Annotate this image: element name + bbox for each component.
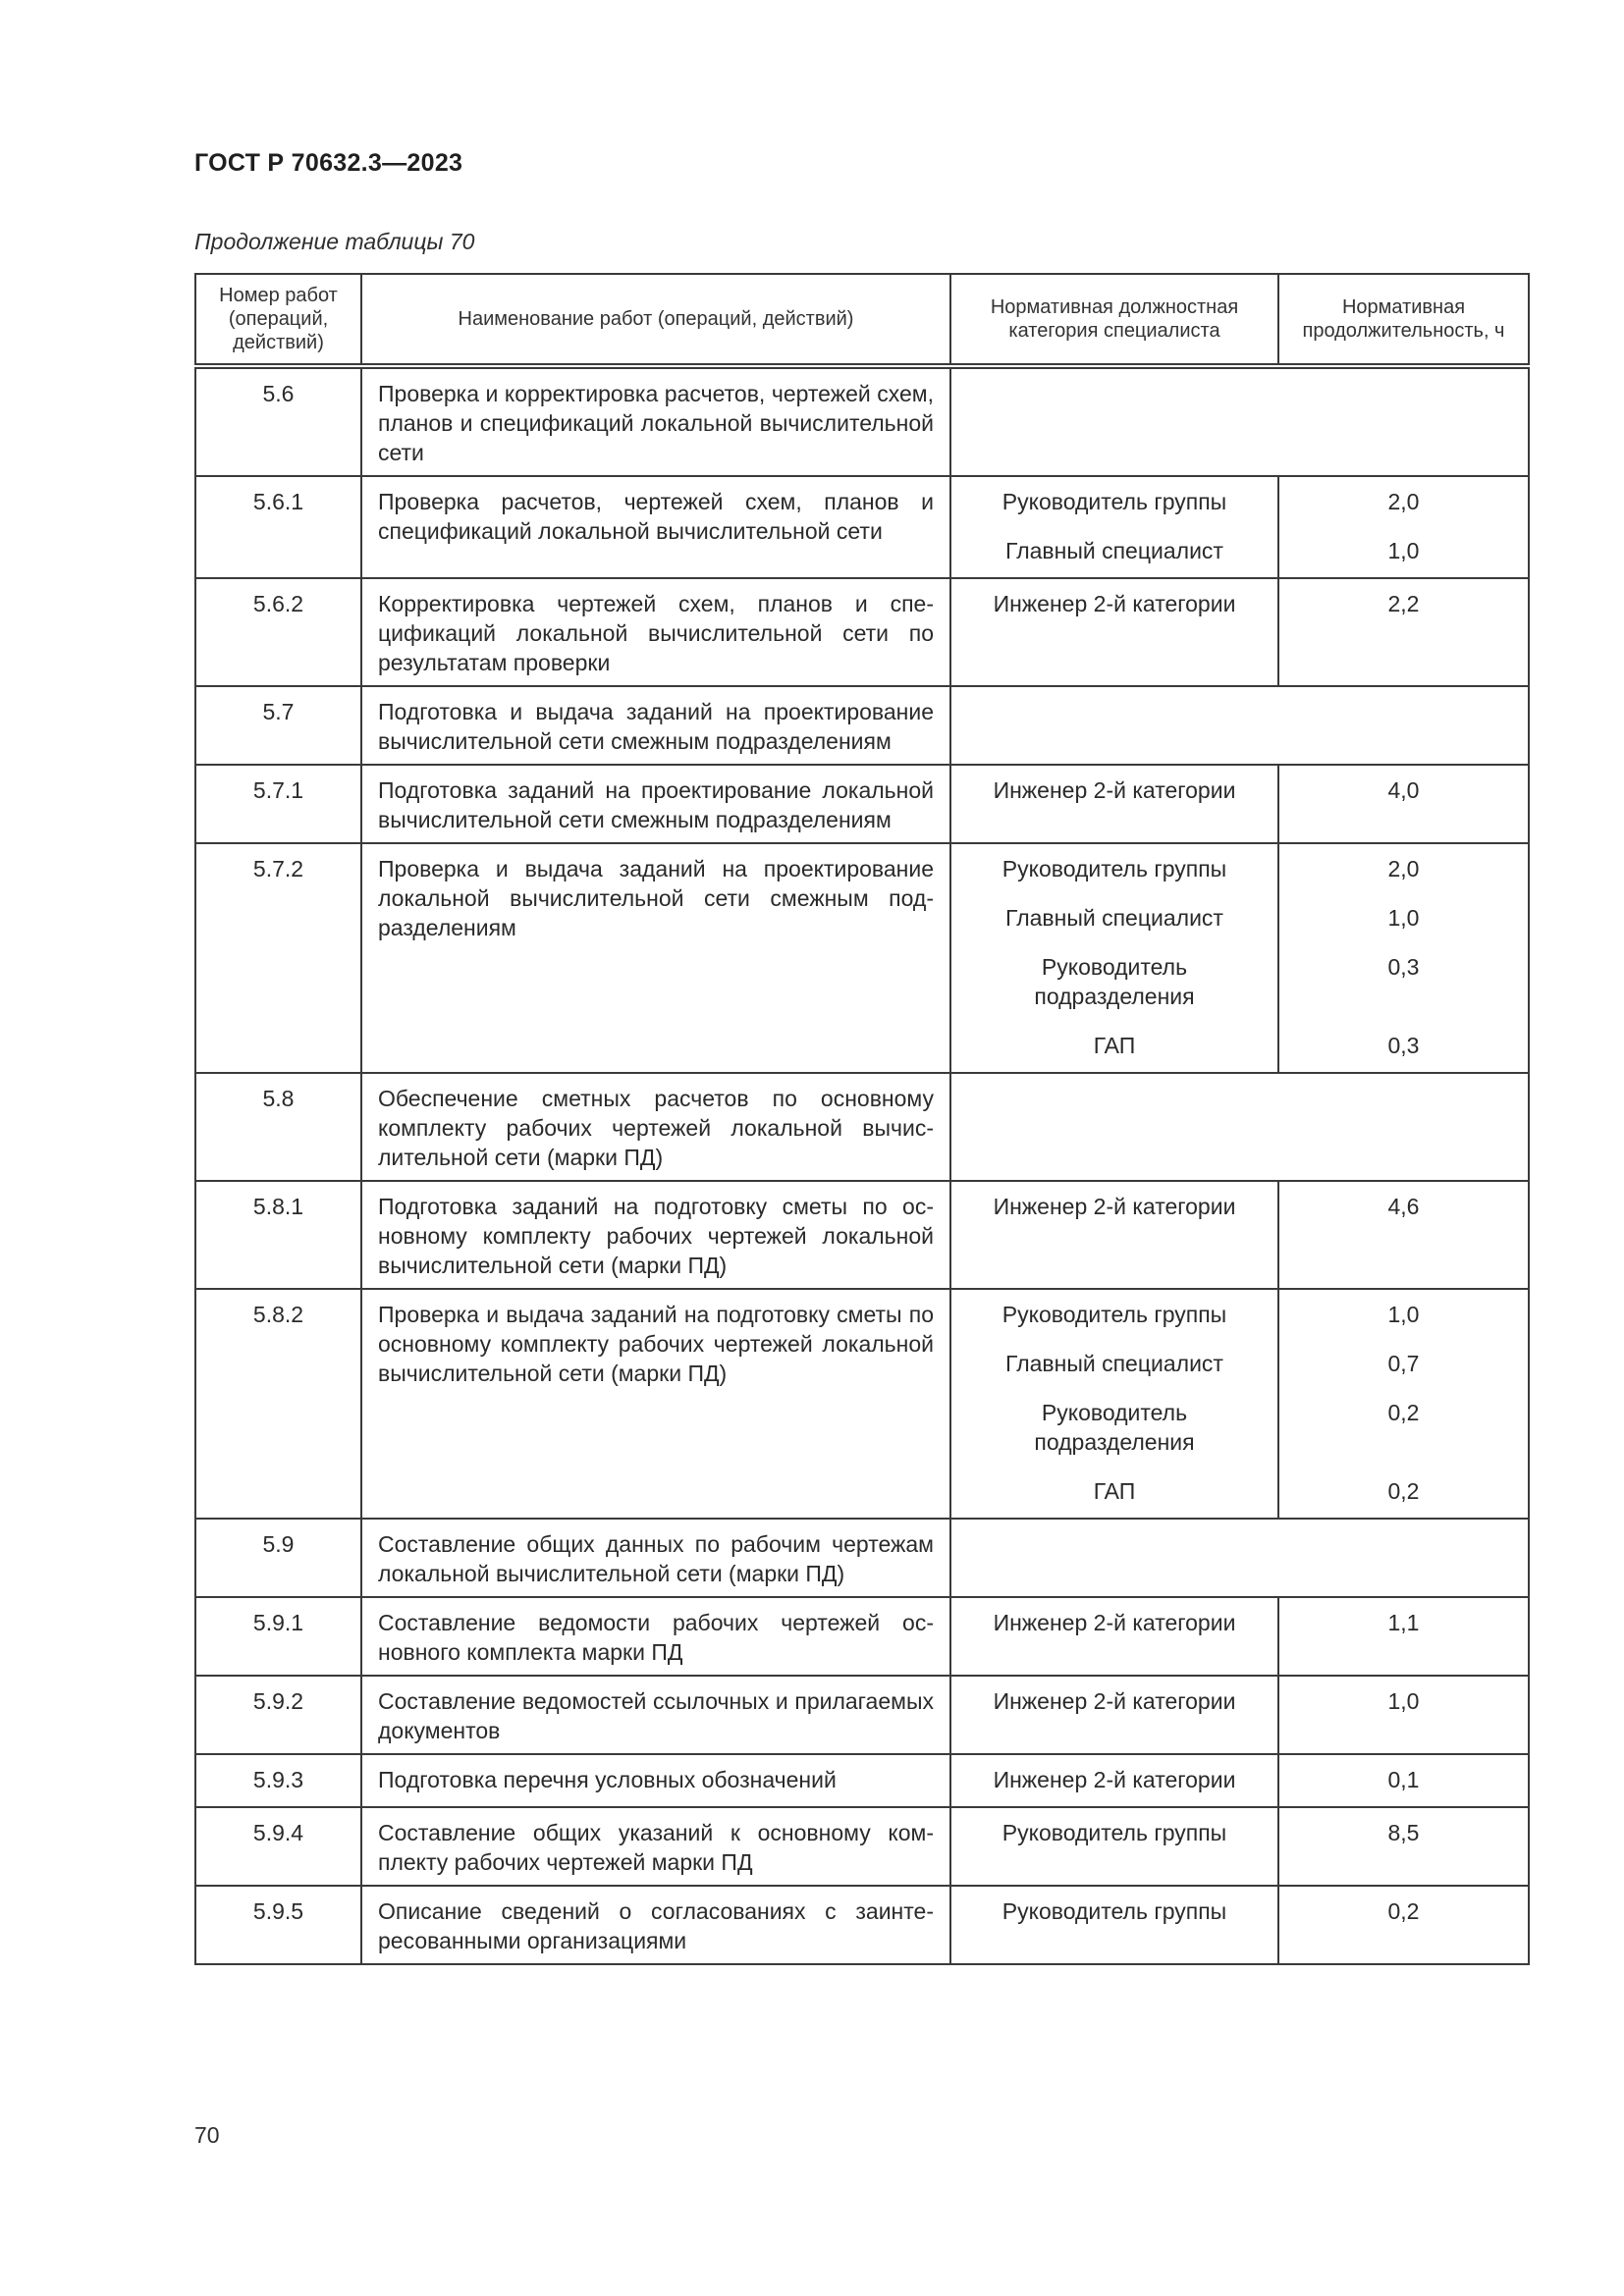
table-body bbox=[195, 366, 1529, 1964]
table-row bbox=[195, 765, 1529, 843]
empty-merged-cell bbox=[950, 1519, 1529, 1597]
duration-hours: 0,2 bbox=[1387, 1400, 1420, 1425]
duration-hours: 0,3 bbox=[1387, 1033, 1420, 1058]
specialist-role: Инженер 2-й категории bbox=[993, 591, 1236, 616]
work-number-cell: 5.7 bbox=[195, 686, 361, 765]
duration-hours: 0,2 bbox=[1387, 1898, 1420, 1924]
specialist-role: Инженер 2-й категории bbox=[993, 1767, 1236, 1792]
table-row bbox=[195, 1597, 1529, 1676]
work-name-cell: Подготовка заданий на подготовку сметы по основному комплекту рабочих чертежей локальной вычислительной сети (марки ПД) bbox=[361, 1181, 950, 1289]
work-name-cell: Корректировка чертежей схем, планов и спецификаций локальной вычислительной сети по результатам проверки bbox=[361, 578, 950, 686]
specialist-role: Руководитель группы bbox=[1001, 489, 1227, 514]
work-number-cell: 5.9.2 bbox=[195, 1676, 361, 1754]
duration-cell bbox=[1278, 843, 1529, 1073]
duration-cell bbox=[1278, 1886, 1529, 1964]
empty-merged-cell bbox=[950, 1073, 1529, 1181]
table-row bbox=[195, 476, 1529, 578]
table-row bbox=[195, 1886, 1529, 1964]
page-number: 70 bbox=[194, 2122, 220, 2148]
table-row bbox=[195, 1807, 1529, 1886]
work-number-cell: 5.9 bbox=[195, 1519, 361, 1597]
table-row bbox=[195, 1754, 1529, 1807]
work-name-cell: Проверка и корректировка расчетов, чертежей схем, планов и спецификаций локальной вычислительной сети bbox=[361, 366, 950, 476]
specialist-cell bbox=[950, 1676, 1278, 1754]
work-name-cell: Проверка и выдача заданий на подготовку сметы по основному комплекту рабочих чертежей локальной вычислительной сети (марки ПД) bbox=[361, 1289, 950, 1519]
duration-cell bbox=[1278, 578, 1529, 686]
work-name-cell: Составление ведомостей ссылочных и прилагаемых документов bbox=[361, 1676, 950, 1754]
specialist-role: ГАП bbox=[1093, 1478, 1136, 1504]
work-name-cell: Проверка и выдача заданий на проектирование локальной вычислительной сети смежным подразделениям bbox=[361, 843, 950, 1073]
duration-cell bbox=[1278, 1181, 1529, 1289]
specialist-role: Инженер 2-й категории bbox=[993, 1194, 1236, 1219]
duration-hours: 8,5 bbox=[1387, 1820, 1420, 1845]
duration-hours: 1,0 bbox=[1387, 1688, 1420, 1714]
table-header-row bbox=[195, 274, 1529, 366]
specialist-cell bbox=[950, 578, 1278, 686]
specialist-role: ГАП bbox=[1093, 1033, 1136, 1058]
header-duration: Нормативная продолжительность, ч bbox=[1278, 274, 1529, 366]
specialist-cell bbox=[950, 1181, 1278, 1289]
work-number-cell: 5.6 bbox=[195, 366, 361, 476]
duration-hours: 0,7 bbox=[1387, 1351, 1420, 1376]
specialist-role: Руководитель подразделения bbox=[1034, 1400, 1195, 1455]
work-name-cell: Проверка расчетов, чертежей схем, планов и спецификаций локальной вычислительной сети bbox=[361, 476, 950, 578]
specialist-role: Главный специалист bbox=[1005, 905, 1223, 931]
duration-hours: 0,3 bbox=[1387, 954, 1420, 980]
table-row bbox=[195, 578, 1529, 686]
duration-cell bbox=[1278, 476, 1529, 578]
table-row bbox=[195, 1289, 1529, 1519]
duration-cell bbox=[1278, 1597, 1529, 1676]
work-name-cell: Подготовка и выдача заданий на проектирование вычислительной сети смежным подразделениям bbox=[361, 686, 950, 765]
specialist-role: Руководитель подразделения bbox=[1034, 954, 1195, 1009]
specialist-cell bbox=[950, 1886, 1278, 1964]
empty-merged-cell bbox=[950, 686, 1529, 765]
specialist-role: Главный специалист bbox=[1005, 538, 1223, 563]
duration-hours: 2,0 bbox=[1387, 489, 1420, 514]
specialist-cell bbox=[950, 1807, 1278, 1886]
duration-cell bbox=[1278, 1807, 1529, 1886]
work-number-cell: 5.9.5 bbox=[195, 1886, 361, 1964]
work-number-cell: 5.8.1 bbox=[195, 1181, 361, 1289]
work-number-cell: 5.7.2 bbox=[195, 843, 361, 1073]
work-number-cell: 5.7.1 bbox=[195, 765, 361, 843]
table-row bbox=[195, 1073, 1529, 1181]
table-row bbox=[195, 1181, 1529, 1289]
specialist-cell bbox=[950, 1597, 1278, 1676]
header-work-number: Номер работ (операций, действий) bbox=[195, 274, 361, 366]
specialist-role: Руководитель группы bbox=[1001, 1820, 1227, 1845]
table-row bbox=[195, 1676, 1529, 1754]
header-work-name: Наименование работ (операций, действий) bbox=[361, 274, 950, 366]
duration-hours: 0,2 bbox=[1387, 1478, 1420, 1504]
duration-cell bbox=[1278, 1754, 1529, 1807]
table-row bbox=[195, 686, 1529, 765]
table-row bbox=[195, 843, 1529, 1073]
table-row bbox=[195, 366, 1529, 476]
work-number-cell: 5.6.1 bbox=[195, 476, 361, 578]
specialist-cell bbox=[950, 765, 1278, 843]
duration-cell bbox=[1278, 765, 1529, 843]
work-number-cell: 5.6.2 bbox=[195, 578, 361, 686]
work-name-cell: Обеспечение сметных расчетов по основному комплекту рабочих чертежей локальной вычислительной сети (марки ПД) bbox=[361, 1073, 950, 1181]
work-number-cell: 5.9.3 bbox=[195, 1754, 361, 1807]
duration-hours: 4,6 bbox=[1387, 1194, 1420, 1219]
specialist-role: Руководитель группы bbox=[1001, 856, 1227, 881]
work-name-cell: Подготовка перечня условных обозначений bbox=[361, 1754, 950, 1807]
duration-cell bbox=[1278, 1676, 1529, 1754]
specialist-cell bbox=[950, 476, 1278, 578]
work-name-cell: Подготовка заданий на проектирование локальной вычислительной сети смежным подразделениям bbox=[361, 765, 950, 843]
duration-hours: 1,0 bbox=[1387, 538, 1420, 563]
table-caption: Продолжение таблицы 70 bbox=[194, 229, 475, 254]
specialist-role: Инженер 2-й категории bbox=[993, 777, 1236, 803]
specialist-cell bbox=[950, 1289, 1278, 1519]
specialist-role: Главный специалист bbox=[1005, 1351, 1223, 1376]
work-norms-table bbox=[194, 273, 1530, 1965]
duration-hours: 1,0 bbox=[1387, 1302, 1420, 1327]
specialist-cell bbox=[950, 843, 1278, 1073]
duration-hours: 2,2 bbox=[1387, 591, 1420, 616]
duration-hours: 4,0 bbox=[1387, 777, 1420, 803]
duration-hours: 2,0 bbox=[1387, 856, 1420, 881]
specialist-role: Инженер 2-й категории bbox=[993, 1610, 1236, 1635]
specialist-cell bbox=[950, 1754, 1278, 1807]
work-number-cell: 5.9.4 bbox=[195, 1807, 361, 1886]
table-row bbox=[195, 1519, 1529, 1597]
work-number-cell: 5.8 bbox=[195, 1073, 361, 1181]
work-name-cell: Составление общих указаний к основному комплекту рабочих чертежей марки ПД bbox=[361, 1807, 950, 1886]
duration-cell bbox=[1278, 1289, 1529, 1519]
work-name-cell: Составление ведомости рабочих чертежей основного комплекта марки ПД bbox=[361, 1597, 950, 1676]
specialist-role: Инженер 2-й категории bbox=[993, 1688, 1236, 1714]
duration-hours: 0,1 bbox=[1387, 1767, 1420, 1792]
specialist-role: Руководитель группы bbox=[1001, 1302, 1227, 1327]
document-header: ГОСТ Р 70632.3—2023 bbox=[194, 149, 463, 177]
header-specialist-category: Нормативная должностная категория специалиста bbox=[950, 274, 1278, 366]
specialist-role: Руководитель группы bbox=[1001, 1898, 1227, 1924]
work-name-cell: Описание сведений о согласованиях с заинтересованными организациями bbox=[361, 1886, 950, 1964]
duration-hours: 1,1 bbox=[1387, 1610, 1420, 1635]
empty-merged-cell bbox=[950, 366, 1529, 476]
work-number-cell: 5.9.1 bbox=[195, 1597, 361, 1676]
duration-hours: 1,0 bbox=[1387, 905, 1420, 931]
work-name-cell: Составление общих данных по рабочим чертежам локальной вычислительной сети (марки ПД) bbox=[361, 1519, 950, 1597]
work-number-cell: 5.8.2 bbox=[195, 1289, 361, 1519]
